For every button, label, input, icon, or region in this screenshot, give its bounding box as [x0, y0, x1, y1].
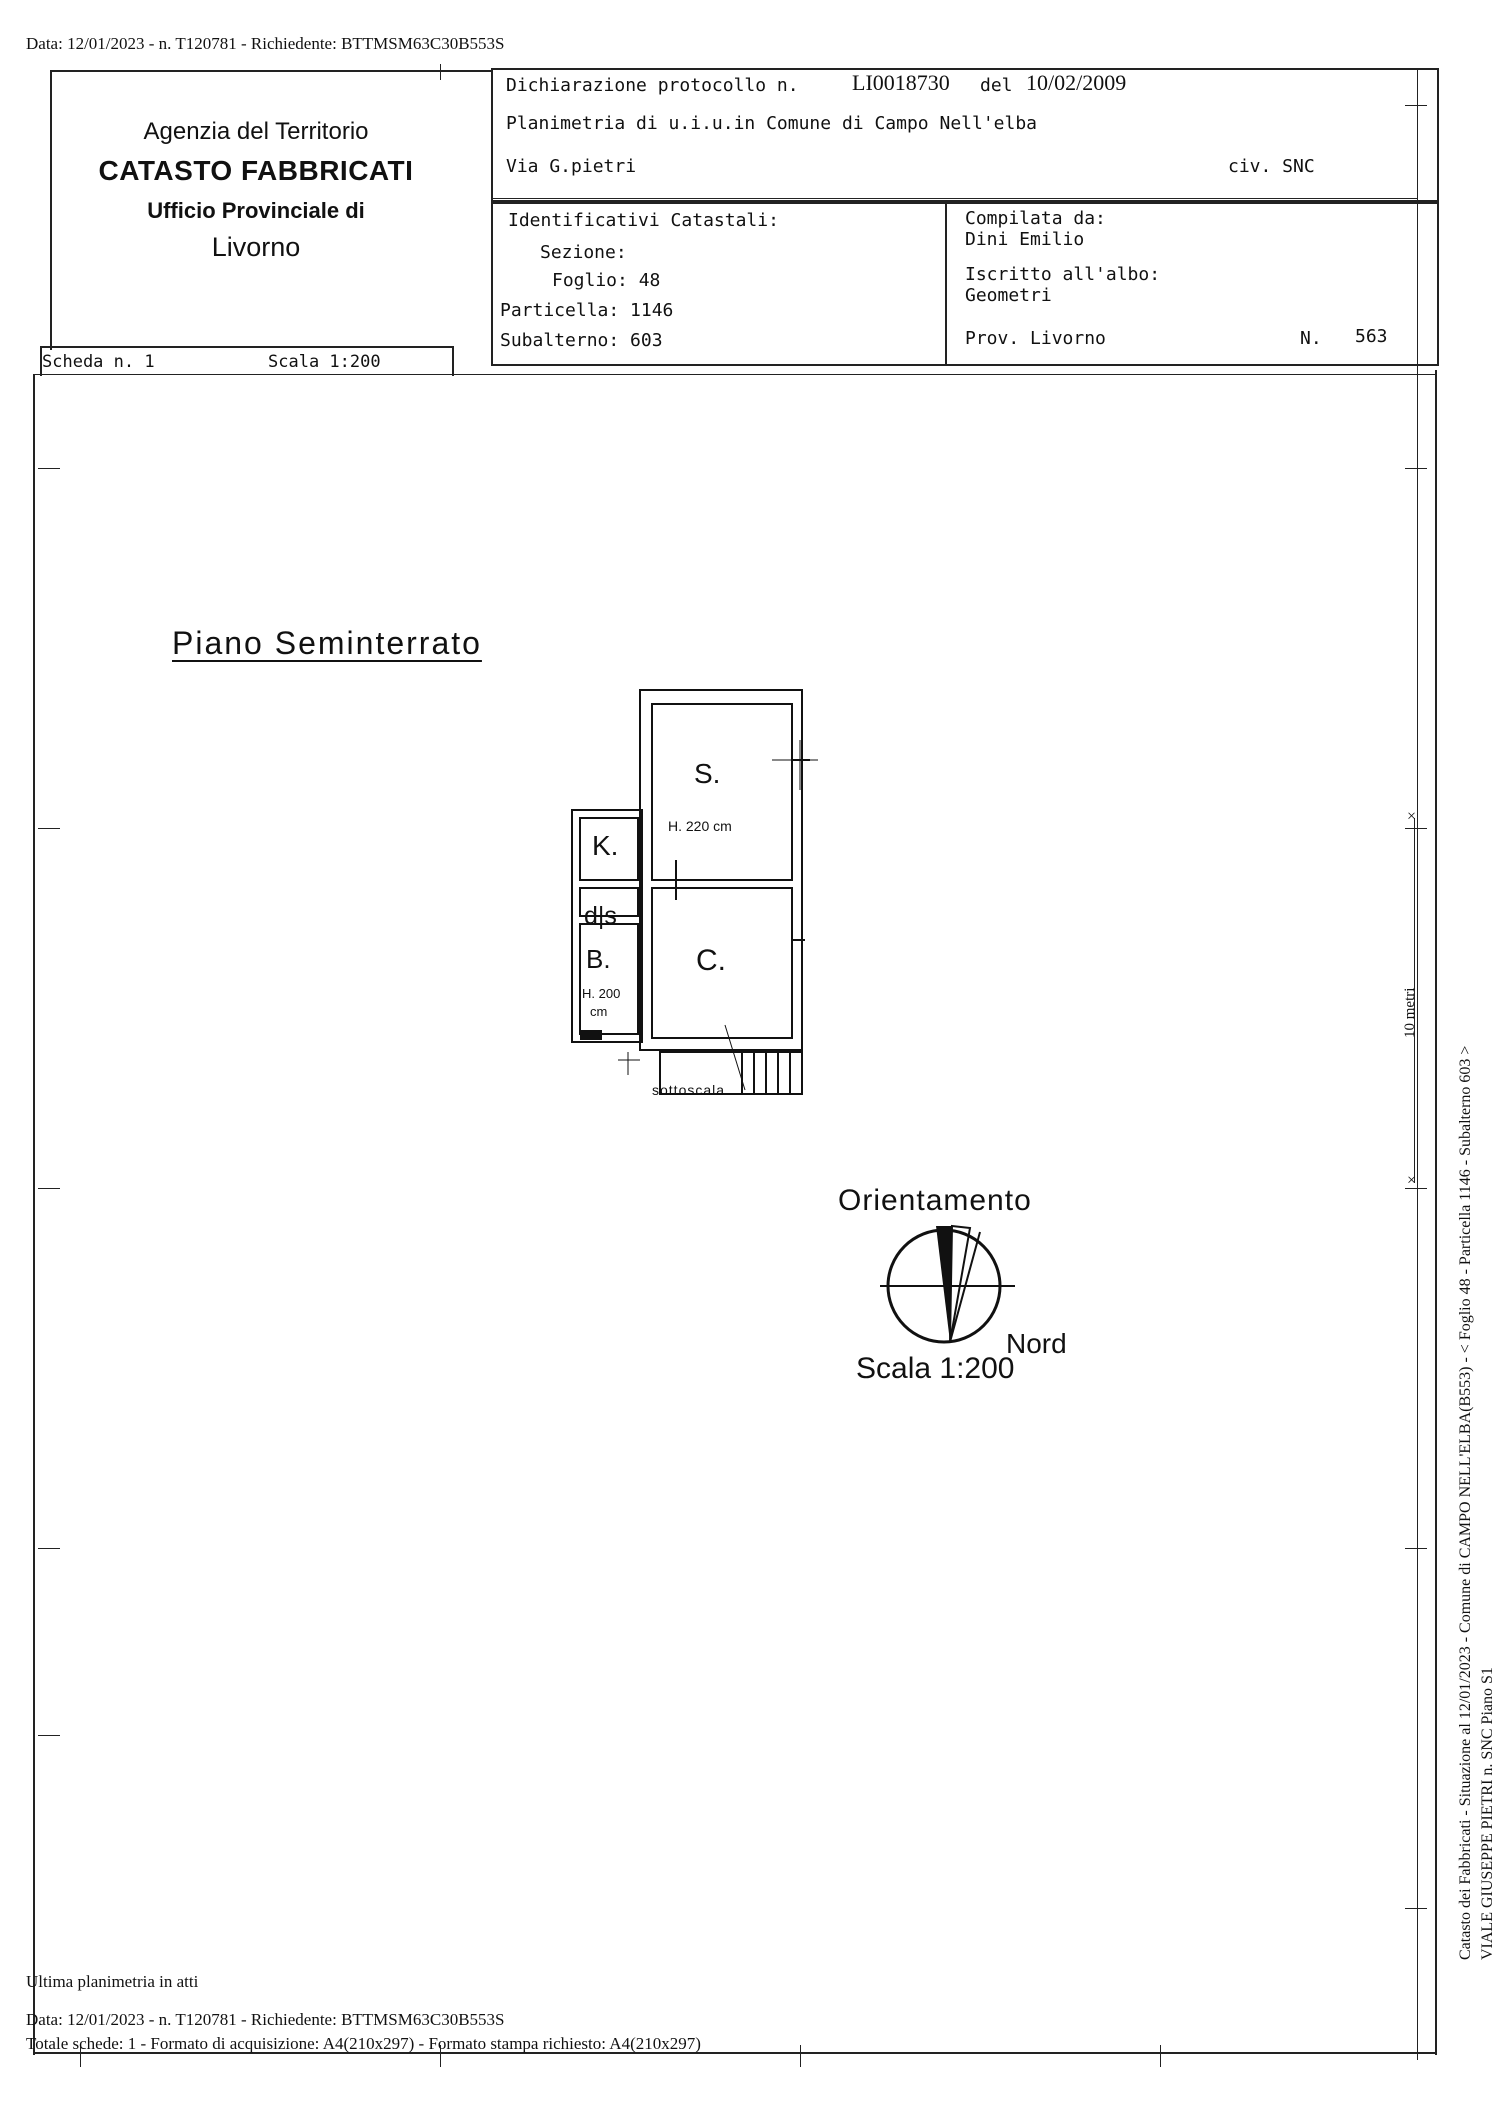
side-line-2: VIALE GIUSEPPE PIETRI n. SNC Piano S1: [1479, 1667, 1496, 1960]
measure-label: 10 metri: [1402, 987, 1418, 1038]
compass-icon: [880, 1222, 1020, 1352]
tick: [800, 2045, 801, 2067]
north-label: Nord: [1006, 1328, 1067, 1359]
room-ds-label: d|s: [584, 902, 617, 930]
tick: [38, 1188, 60, 1189]
tick: [38, 828, 60, 829]
frame-left-main: [33, 375, 35, 2055]
plan-title: Planimetria di u.i.u.in Comune di Campo Nell'elba: [506, 113, 1038, 134]
side-line-1: Catasto dei Fabbricati - Situazione al 12/01/2023 - Comune di CAMPO NELL'ELBA(B553) - < Foglio 48 - Particella 1146 - Subalterno 603 >: [1457, 1045, 1474, 1960]
stair-label: sottoscala: [652, 1082, 726, 1098]
tick: [38, 1735, 60, 1736]
room-c-label: C.: [696, 944, 726, 977]
sheet-scale: Scala 1:200: [268, 352, 381, 372]
registry-name: CATASTO FABBRICATI: [98, 155, 414, 186]
protocol-label: Dichiarazione protocollo n.: [506, 75, 799, 96]
particella: Particella: 1146: [500, 300, 674, 321]
identifiers-heading: Identificativi Catastali:: [508, 210, 779, 231]
side-metadata: [1455, 1046, 1499, 1960]
orientation-scale: Scala 1:200: [856, 1352, 1015, 1385]
office-header: [50, 70, 462, 340]
last-plan-note: Ultima planimetria in atti: [26, 1972, 199, 1991]
tick: [1405, 1548, 1427, 1549]
measure-tick-top: ×: [1407, 808, 1417, 825]
tick: [1160, 2045, 1161, 2067]
compiler-province: Prov. Livorno: [965, 328, 1106, 349]
register-name: Geometri: [965, 285, 1052, 306]
tick: [1405, 1908, 1427, 1909]
register-label: Iscritto all'albo:: [965, 264, 1161, 285]
footer-format: Totale schede: 1 - Formato di acquisizione: A4(210x297) - Formato stampa richiesto: A4(210x297): [26, 2034, 701, 2053]
compiler-name: Dini Emilio: [965, 229, 1085, 250]
room-b-height-2: cm: [590, 1004, 608, 1019]
civic-number: civ. SNC: [1228, 156, 1315, 177]
measure-tick-bottom: ×: [1407, 1172, 1417, 1189]
protocol-number: LI0018730: [852, 70, 950, 95]
room-b-label: B.: [586, 944, 611, 974]
floor-title: Piano Seminterrato: [172, 625, 482, 661]
room-s-label: S.: [694, 758, 721, 789]
floor-plan: [560, 680, 820, 1120]
tick: [1405, 468, 1427, 469]
frame-right-inner: [1417, 70, 1418, 2060]
tick: [38, 468, 60, 469]
frame-right-main: [1435, 370, 1437, 2055]
compiler-number: 563: [1355, 326, 1388, 347]
protocol-date: 10/02/2009: [1026, 70, 1127, 95]
identifiers-divider: [945, 200, 947, 366]
foglio: Foglio: 48: [552, 270, 661, 291]
sezione: Sezione:: [540, 242, 627, 263]
street: Via G.pietri: [506, 156, 637, 177]
footer-meta: Data: 12/01/2023 - n. T120781 - Richiedente: BTTMSM63C30B553S: [26, 2010, 505, 2029]
room-k-label: K.: [592, 830, 619, 861]
compiler-label: Compilata da:: [965, 208, 1106, 229]
compiler-number-label: N.: [1300, 328, 1322, 349]
tick: [1405, 828, 1427, 829]
protocol-date-label: del: [980, 75, 1013, 96]
agency-name: Agenzia del Territorio: [143, 118, 369, 145]
room-s-height: H. 220 cm: [668, 818, 732, 834]
top-meta: Data: 12/01/2023 - n. T120781 - Richiedente: BTTMSM63C30B553S: [26, 34, 505, 53]
orientation-title: Orientamento: [838, 1184, 1032, 1217]
sheet-label: Scheda n. 1: [42, 352, 155, 372]
tick: [38, 1548, 60, 1549]
province-name: Livorno: [211, 232, 301, 262]
office-name: Ufficio Provinciale di: [147, 198, 365, 223]
room-b-height-1: H. 200: [582, 986, 621, 1001]
subalterno: Subalterno: 603: [500, 330, 663, 351]
